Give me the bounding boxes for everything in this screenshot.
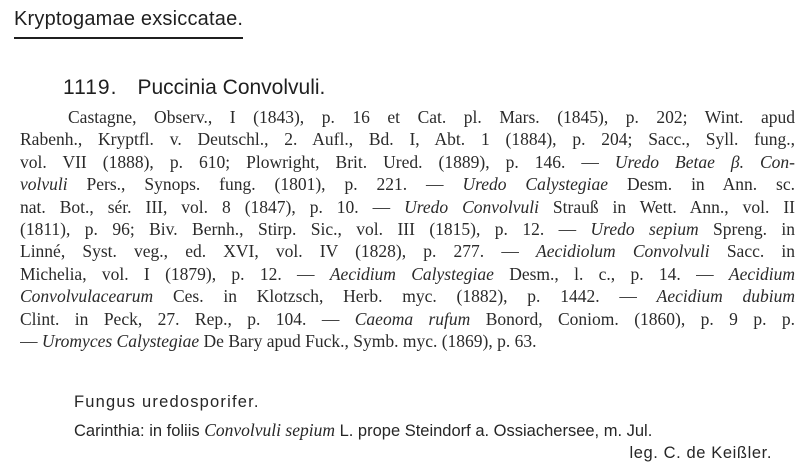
citation-text: Michelia, vol. I (1879), p. 12. — (20, 263, 330, 284)
citation-text: vol. VII (1888), p. 610; Plowright, Brit. Ured. (1889), p. 146. — (20, 151, 615, 172)
citation-text: Desm. in Ann. sc. (608, 174, 795, 195)
synonymy-line (20, 240, 795, 262)
synonym-name: Uromyces Calystegiae (41, 331, 200, 352)
synonymy-line (20, 106, 795, 128)
page-header: Kryptogamae exsiccatae. (14, 8, 243, 39)
collector-line: leg. C. de Keißler. (629, 444, 772, 462)
synonym-name: volvuli (20, 174, 68, 195)
synonym-name: Aecidium dubium (656, 286, 795, 307)
entry-number: 1119. (63, 76, 118, 99)
synonym-name: Uredo Betae β. Con- (614, 151, 795, 172)
synonym-name: Convolvulacearum (20, 286, 154, 307)
locality-line (74, 420, 779, 441)
synonym-name: Uredo sepium (590, 219, 699, 240)
citation-text: Linné, Syst. veg., ed. XVI, vol. IV (1828), p. 277. — (20, 241, 536, 262)
citation-text: Castagne, Observ., I (1843), p. 16 et Cat. pl. Mars. (1845), p. 202; Wint. apud (68, 107, 795, 127)
locality-region: Carinthia: (74, 422, 145, 440)
synonym-name: Aecidium (728, 263, 795, 284)
entry-title (63, 76, 325, 100)
synonymy-line (20, 308, 795, 330)
citation-text: Desm., l. c., p. 14. — (493, 263, 729, 284)
synonymy-line (20, 263, 795, 285)
citation-text: Sacc. in (709, 241, 795, 262)
citation-text: Bonord, Coniom. (1860), p. 9 p. p. (470, 308, 795, 329)
citation-text: nat. Bot., sér. III, vol. 8 (1847), p. 10. — (20, 196, 405, 217)
locality-text-after: L. prope Steindorf a. Ossiachersee, m. Jul. (334, 422, 653, 440)
synonymy-line (20, 128, 795, 150)
citation-text: Strauß in Wett. Ann., vol. II (538, 196, 795, 217)
synonymy-line (20, 330, 795, 352)
fungus-note: Fungus uredosporifer. (74, 393, 260, 411)
synonym-name: Uredo Convolvuli (404, 196, 539, 217)
citation-text: Ces. in Klotzsch, Herb. myc. (1882), p. 1442. — (153, 286, 657, 307)
citation-text: De Bary apud Fuck., Symb. myc. (1869), p. 63. (199, 331, 537, 352)
synonymy-line (20, 173, 795, 195)
synonymy-line (20, 218, 795, 240)
citation-text: Pers., Synops. fung. (1801), p. 221. — (67, 174, 463, 195)
host-plant: Convolvuli sepium (204, 420, 335, 440)
citation-text: (1811), p. 96; Biv. Bernh., Stirp. Sic., vol. III (1815), p. 12. — (20, 219, 591, 240)
synonymy-line (20, 151, 795, 173)
citation-text: Spreng. in (698, 219, 795, 240)
synonymy-line (20, 285, 795, 307)
synonym-name: Caeoma rufum (354, 308, 471, 329)
synonym-name: Aecidiolum Convolvuli (536, 241, 710, 262)
synonym-name: Uredo Calystegiae (462, 174, 609, 195)
synonymy-paragraph (20, 106, 795, 352)
synonymy-line (20, 196, 795, 218)
synonym-name: Aecidium Calystegiae (329, 263, 494, 284)
species-name: Puccinia Convolvuli. (137, 76, 326, 99)
locality-text-before: in foliis (144, 422, 205, 440)
citation-text: — (20, 331, 42, 352)
citation-text: Clint. in Peck, 27. Rep., p. 104. — (20, 308, 355, 329)
citation-text: Rabenh., Kryptfl. v. Deutschl., 2. Aufl., Bd. I, Abt. 1 (1884), p. 204; Sacc., Syll. fung., (20, 129, 795, 150)
